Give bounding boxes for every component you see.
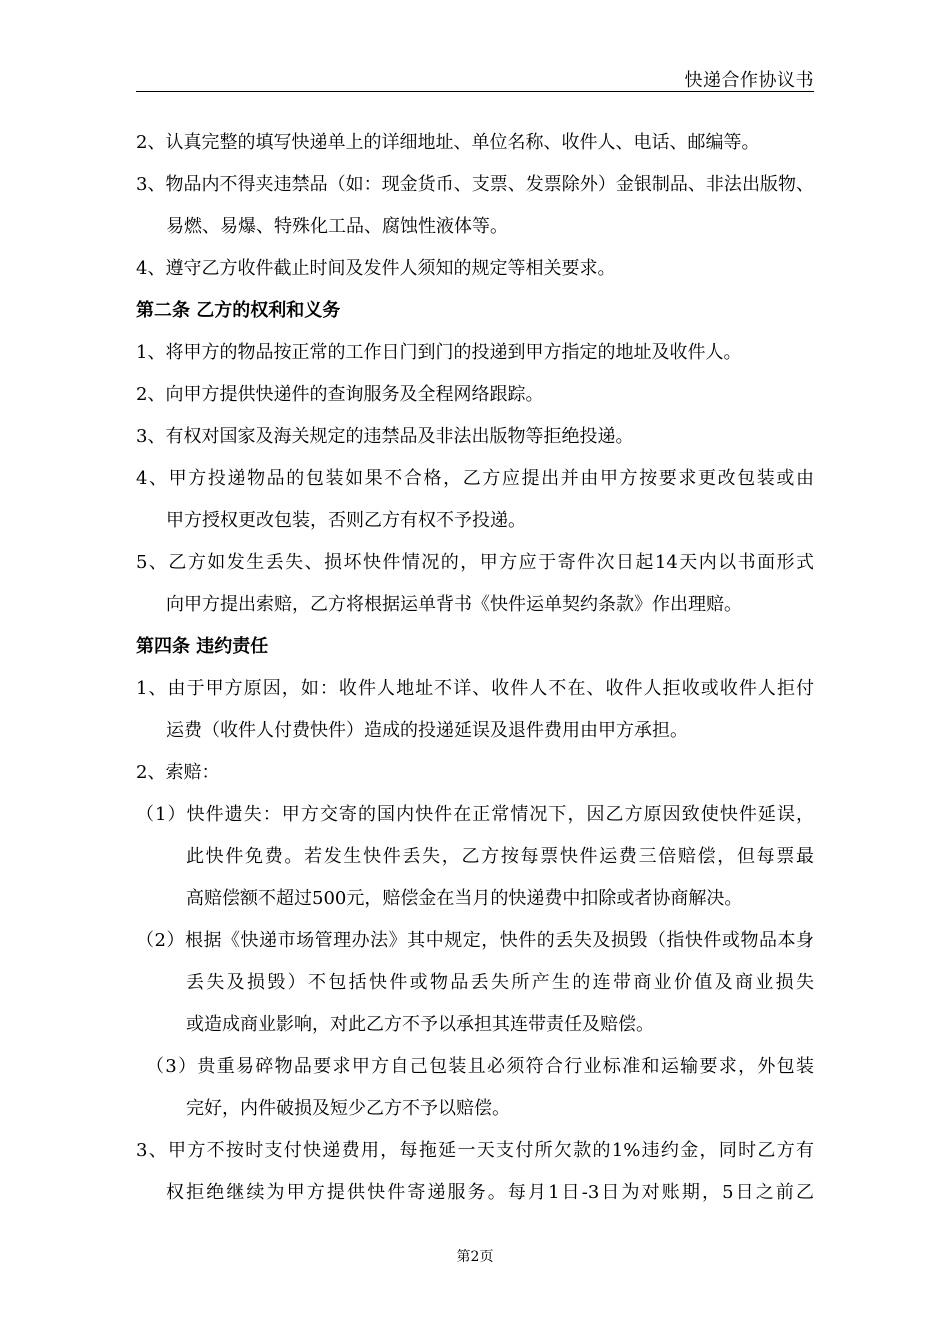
text-line: 第二条 乙方的权利和义务 bbox=[136, 300, 341, 321]
text-line: 2、向甲方提供快递件的查询服务及全程网络跟踪。 bbox=[136, 384, 544, 405]
text-line: 或造成商业影响，对此乙方不予以承担其连带责任及赔偿。 bbox=[186, 1014, 654, 1035]
text-line: 完好，内件破损及短少乙方不予以赔偿。 bbox=[186, 1098, 510, 1119]
text-line: 5、乙方如发生丢失、损坏快件情况的，甲方应于寄件次日起14天内以书面形式 bbox=[136, 552, 814, 573]
text-line: 向甲方提出索赔，乙方将根据运单背书《快件运单契约条款》作出理赔。 bbox=[166, 594, 742, 615]
text-line: 权拒绝继续为甲方提供快件寄递服务。每月1日-3日为对账期，5日之前乙 bbox=[166, 1182, 814, 1203]
text-line: 1、由于甲方原因，如：收件人地址不详、收件人不在、收件人拒收或收件人拒付 bbox=[136, 678, 814, 699]
text-line: 高赔偿额不超过500元，赔偿金在当月的快递费中扣除或者协商解决。 bbox=[186, 888, 743, 909]
text-line: （1）快件遗失：甲方交寄的国内快件在正常情况下，因乙方原因致使快件延误， bbox=[136, 804, 814, 825]
text-line: 丢失及损毁）不包括快件或物品丢失所产生的连带商业价值及商业损失 bbox=[186, 972, 814, 993]
text-line: 3、物品内不得夹违禁品（如：现金货币、支票、发票除外）金银制品、非法出版物、 bbox=[136, 174, 814, 195]
text-line: （3）贵重易碎物品要求甲方自己包装且必须符合行业标准和运输要求，外包装 bbox=[146, 1056, 814, 1077]
text-line: 2、索赔： bbox=[136, 762, 220, 783]
text-line: （2）根据《快递市场管理办法》其中规定，快件的丢失及损毁（指快件或物品本身 bbox=[136, 930, 814, 951]
text-line: 甲方授权更改包装，否则乙方有权不予投递。 bbox=[166, 510, 526, 531]
text-line: 此快件免费。若发生快件丢失，乙方按每票快件运费三倍赔偿，但每票最 bbox=[186, 846, 814, 867]
text-line: 1、将甲方的物品按正常的工作日门到门的投递到甲方指定的地址及收件人。 bbox=[136, 342, 742, 363]
text-line: 3、有权对国家及海关规定的违禁品及非法出版物等拒绝投递。 bbox=[136, 426, 634, 447]
text-line: 3、甲方不按时支付快递费用，每拖延一天支付所欠款的1%违约金，同时乙方有 bbox=[136, 1140, 814, 1161]
text-line: 运费（收件人付费快件）造成的投递延误及退件费用由甲方承担。 bbox=[166, 720, 688, 741]
document-body bbox=[136, 122, 814, 1214]
text-line: 第四条 违约责任 bbox=[136, 636, 269, 657]
text-line: 易燃、易爆、特殊化工品、腐蚀性液体等。 bbox=[166, 216, 508, 237]
text-line: 2、认真完整的填写快递单上的详细地址、单位名称、收件人、电话、邮编等。 bbox=[136, 132, 760, 153]
page-number: 第2页 bbox=[456, 1249, 494, 1265]
text-line: 4、遵守乙方收件截止时间及发件人须知的规定等相关要求。 bbox=[136, 258, 616, 279]
document-header-title: 快递合作协议书 bbox=[684, 70, 814, 91]
header-divider bbox=[136, 91, 814, 92]
text-line: 4、甲方投递物品的包装如果不合格，乙方应提出并由甲方按要求更改包装或由 bbox=[136, 468, 814, 489]
